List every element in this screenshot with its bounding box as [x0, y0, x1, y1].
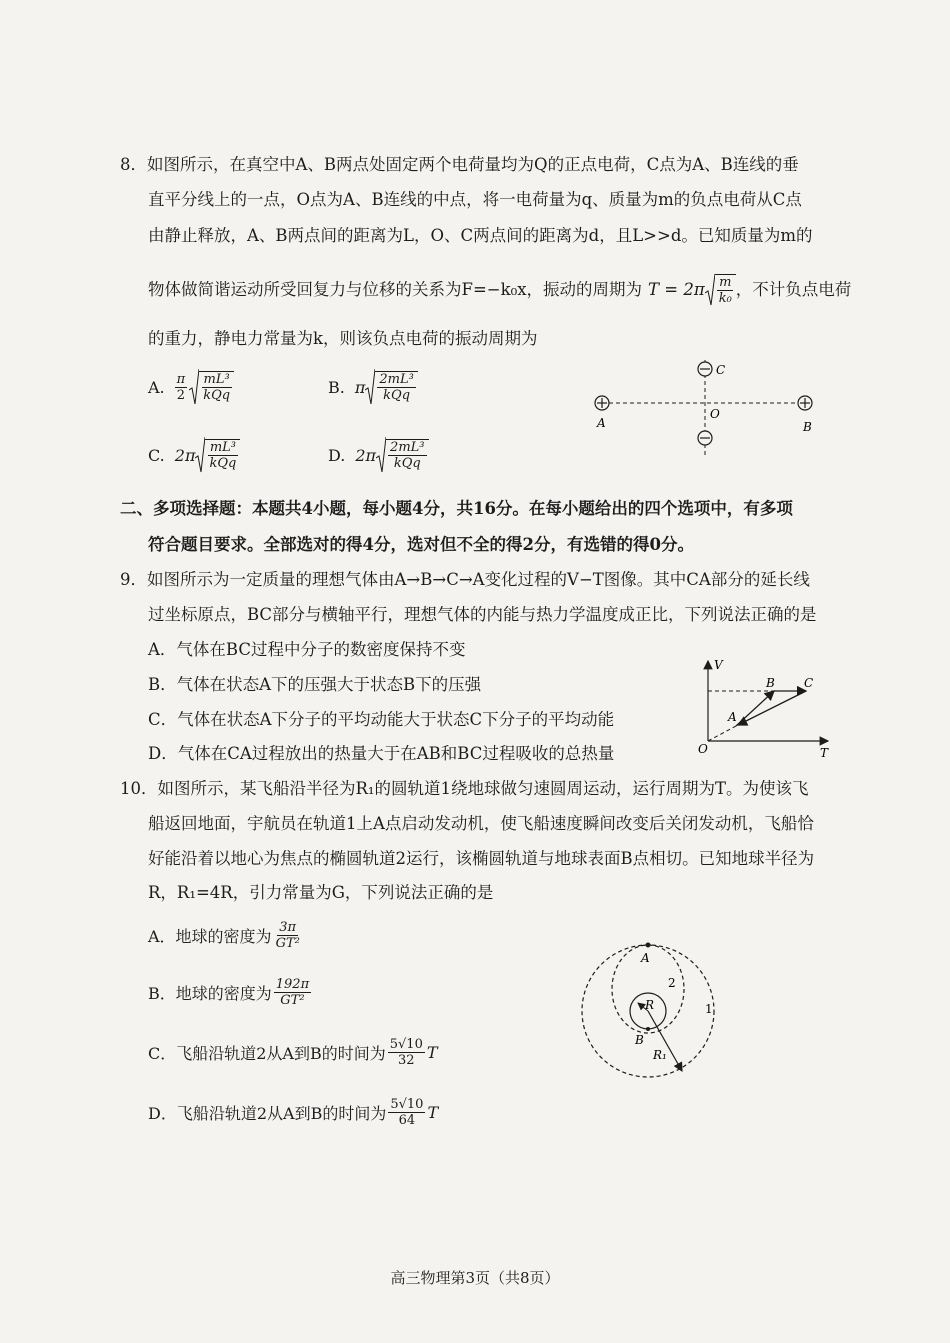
sqrt-den: kQq: [383, 388, 411, 403]
orbit-label-a: A: [641, 951, 650, 965]
q8-line-5: 的重力，静电力常量为k，则该负点电荷的振动周期为: [148, 329, 538, 348]
point-a-dot: [646, 943, 651, 948]
q8-line-4-tail: ，不计负点电荷: [735, 280, 852, 299]
path-ca: [738, 691, 806, 725]
q9-line-2: 过坐标原点，BC部分与横轴平行，理想气体的内能与热力学温度成正比，下列说法正确的是: [148, 605, 817, 624]
q8-option-d[interactable]: [328, 436, 429, 474]
option-suffix: T: [426, 1043, 438, 1062]
option-text: A．地球的密度为: [148, 927, 272, 946]
sqrt: [189, 368, 234, 406]
frac-den: GT²: [280, 993, 305, 1008]
coef: π: [354, 377, 366, 397]
coef: 2π: [355, 445, 377, 465]
q9-option-c[interactable]: C．气体在状态A下分子的平均动能大于状态C下分子的平均动能: [148, 710, 615, 729]
q10-option-d[interactable]: [148, 1097, 438, 1128]
q8-line-2: 直平分线上的一点，O点为A、B连线的中点，将一电荷量为q、质量为m的负点电荷从C点: [148, 190, 802, 209]
axis-t-label: T: [820, 746, 829, 760]
section2-line-1: 二、多项选择题：本题共4小题，每小题4分，共16分。在每小题给出的四个选项中，有多项: [120, 499, 793, 518]
section2-line-2: 符合题目要求。全部选对的得4分，选对但不全的得2分，有选错的得0分。: [148, 535, 694, 554]
negative-charge-mirror: [698, 431, 712, 445]
q9-vt-graph: [692, 655, 842, 765]
sqrt-den: kQq: [393, 456, 421, 471]
orbit-label-1: 1: [705, 1002, 713, 1016]
q8-option-a[interactable]: [148, 368, 234, 406]
q10-option-b[interactable]: [148, 977, 313, 1008]
period-num: m: [719, 275, 732, 290]
q10-option-a[interactable]: [148, 920, 304, 951]
positive-charge-b: [798, 396, 812, 410]
coef-num: π: [176, 371, 186, 387]
axis-v-label: V: [714, 658, 723, 672]
q10-orbit-figure: [575, 935, 735, 1085]
period-formula-prefix: T = 2π: [648, 280, 705, 299]
frac-den: 64: [398, 1113, 416, 1128]
sqrt-num: mL³: [209, 440, 236, 455]
option-text: D．飞船沿轨道2从A到B的时间为: [148, 1104, 387, 1123]
page-footer: 高三物理第3页（共8页）: [390, 1269, 560, 1287]
option-label: A.: [148, 377, 165, 397]
state-c-label: C: [804, 676, 814, 690]
period-den: k₀: [718, 291, 732, 306]
frac-num: 3π: [279, 920, 297, 935]
q9-option-a[interactable]: A．气体在BC过程中分子的数密度保持不变: [148, 640, 466, 659]
sqrt-num: 2mL³: [390, 440, 425, 455]
q10-line-1: 10．如图所示，某飞船沿半径为R₁的圆轨道1绕地球做匀速圆周运动，运行周期为T。为使该飞: [120, 779, 809, 798]
origin-label: O: [698, 742, 708, 756]
label-a: A: [597, 416, 606, 430]
option-label: B.: [328, 377, 345, 397]
path-ab: [736, 691, 774, 726]
q10-line-4: R，R₁=4R，引力常量为G，下列说法正确的是: [148, 883, 494, 902]
orbit-label-2: 2: [668, 976, 676, 990]
q8-option-c[interactable]: [148, 436, 240, 474]
positive-charge-a: [595, 396, 609, 410]
sqrt-num: 2mL³: [379, 372, 414, 387]
negative-charge-c: [698, 362, 712, 376]
frac-den: 32: [398, 1053, 415, 1068]
ca-extension: [708, 726, 736, 741]
orbit-label-b: B: [635, 1033, 644, 1047]
point-b-dot: [646, 1027, 650, 1031]
coef-den: 2: [176, 387, 186, 403]
q8-line-3: 由静止释放，A、B两点间的距离为L，O、C两点间的距离为d，且L>>d。已知质量为m的: [148, 226, 813, 245]
label-b: B: [803, 420, 812, 434]
frac-num: 5√10: [389, 1037, 423, 1052]
q10-line-3: 好能沿着以地心为焦点的椭圆轨道2运行，该椭圆轨道与地球表面B点相切。已知地球半径为: [148, 849, 815, 868]
sqrt: [376, 436, 428, 474]
q9-option-d[interactable]: D．气体在CA过程放出的热量大于在AB和BC过程吸收的总热量: [148, 744, 615, 763]
sqrt: [365, 368, 417, 406]
q9-option-b[interactable]: B．气体在状态A下的压强大于状态B下的压强: [148, 675, 482, 694]
option-text: C．飞船沿轨道2从A到B的时间为: [148, 1044, 386, 1063]
q10-option-c[interactable]: [148, 1037, 438, 1068]
sqrt-num: mL³: [203, 372, 230, 387]
frac-num: 192π: [275, 977, 310, 992]
sqrt: [195, 436, 240, 474]
frac-num: 5√10: [390, 1097, 424, 1112]
q8-line-4-text: 物体做简谐运动所受回复力与位移的关系为F=−k₀x，振动的周期为: [148, 280, 643, 299]
sqrt-den: kQq: [209, 456, 237, 471]
option-label: D.: [328, 445, 346, 465]
orbit-label-r1: R₁: [653, 1048, 667, 1062]
orbit-label-r: R: [645, 998, 655, 1012]
option-suffix: T: [427, 1103, 439, 1122]
option-label: C.: [148, 445, 165, 465]
q8-option-b[interactable]: [328, 368, 418, 406]
q10-line-2: 船返回地面，宇航员在轨道1上A点启动发动机，使飞船速度瞬间改变后关闭发动机，飞船恰: [148, 814, 814, 833]
state-a-label: A: [728, 710, 737, 724]
q9-line-1: 9．如图所示为一定质量的理想气体由A→B→C→A变化过程的V−T图像。其中CA部分的延长线: [120, 570, 810, 589]
option-text: B．地球的密度为: [148, 984, 272, 1003]
coef: 2π: [174, 445, 196, 465]
period-formula-sqrt: [705, 273, 736, 307]
q8-line-1: 8．如图所示，在真空中A、B两点处固定两个电荷量均为Q的正点电荷，C点为A、B连线的垂: [120, 155, 799, 174]
q8-line-4: [148, 273, 851, 307]
state-b-label: B: [766, 676, 775, 690]
q8-charge-figure: [585, 352, 825, 462]
label-o: O: [710, 407, 720, 421]
label-c: C: [716, 363, 726, 377]
frac-den: GT²: [275, 936, 300, 951]
radius-r1-arrow: [648, 1011, 682, 1071]
sqrt-den: kQq: [203, 388, 231, 403]
